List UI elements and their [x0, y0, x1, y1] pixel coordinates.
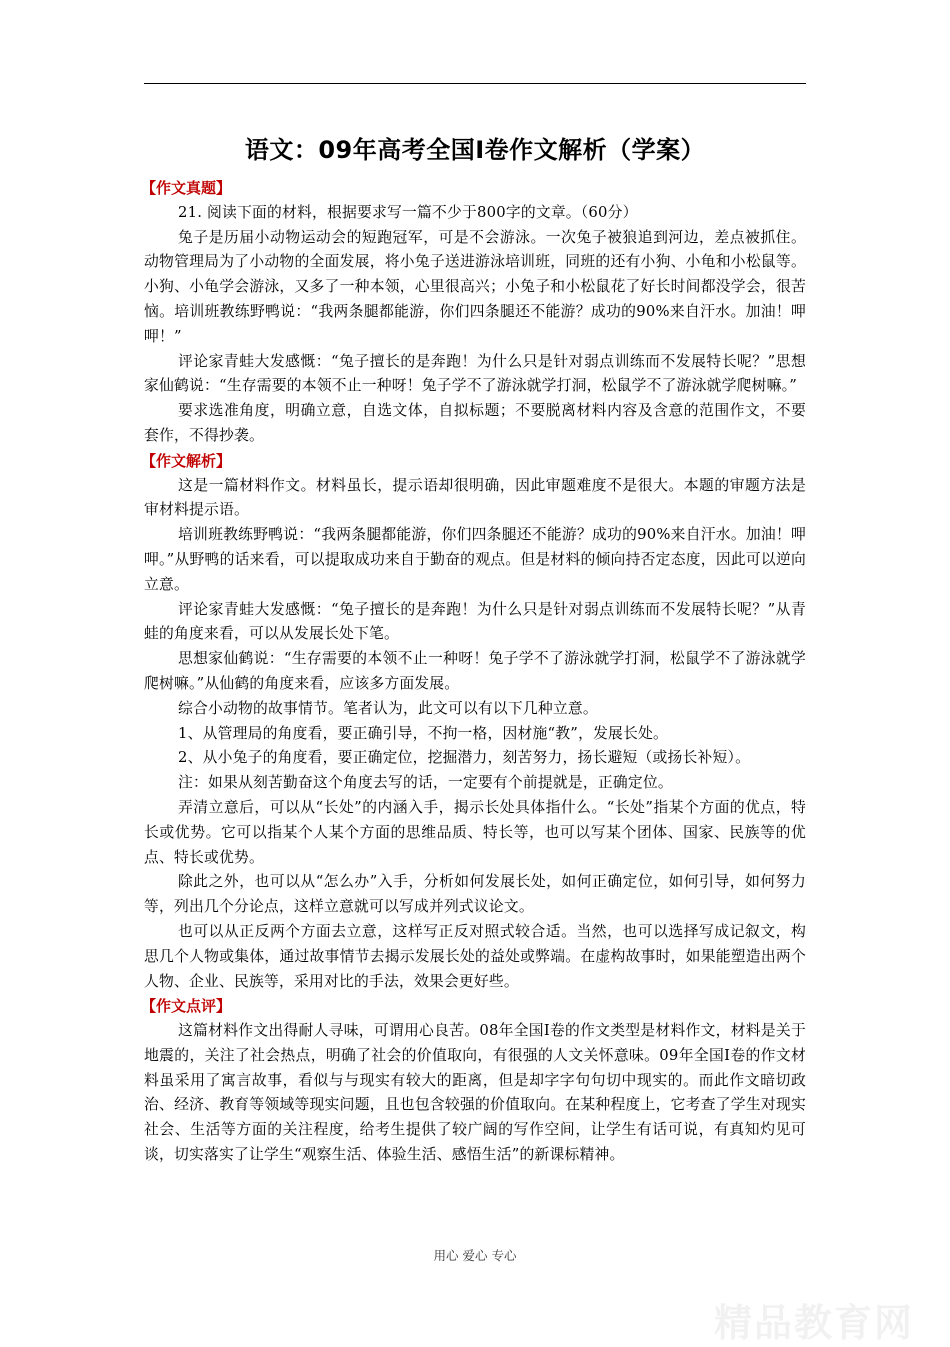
- header-rule: [144, 83, 806, 84]
- section-jiexi: [141, 449, 806, 995]
- list-item: 2、从小兔子的角度看，要正确定位，挖掘潜力，刻苦努力，扬长避短（或扬长补短）。: [178, 749, 751, 767]
- paragraph: 21. 阅读下面的材料，根据要求写一篇不少于800字的文章。（60分）: [178, 203, 638, 221]
- page-title: 语文：09年高考全国Ⅰ卷作文解析（学案）: [244, 136, 706, 164]
- paragraph: 也可以从正反两个方面去立意，这样写正反对照式较合适。当然，也可以选择写成记叙文，构思几个人物或集体，通过故事情节去揭示发展长处的益处或弊端。在虚构故事时，如果能塑造出两个人物、企业、民族等，采用对比的手法，效果会更好些。: [144, 922, 806, 990]
- paragraph: 要求选准角度，明确立意，自选文体，自拟标题；不要脱离材料内容及含意的范围作文，不要套作，不得抄袭。: [144, 402, 806, 444]
- page-footer: 用心 爱心 专心: [433, 1248, 517, 1263]
- document-body: [141, 130, 806, 1168]
- paragraph: 综合小动物的故事情节。笔者认为，此文可以有以下几种立意。: [178, 699, 598, 717]
- paragraph: 这篇材料作文出得耐人寻味，可谓用心良苦。08年全国Ⅰ卷的作文类型是材料作文，材料是关于地震的，关注了社会热点，明确了社会的价值取向，有很强的人文关怀意味。09年全国Ⅰ卷的作文材料虽采用了寓言故事，看似与与现实有较大的距离，但是却字字句句切中现实的。而此作文暗切政治、经济、教育等领域等现实问题，且也包含较强的价值取向。在某种程度上，它考查了学生对现实社会、生活等方面的关注程度，给考生提供了较广阔的写作空间，让学生有话可说，有真知灼见可谈，切实落实了让学生“观察生活、体验生活、感悟生活”的新课标精神。: [144, 1022, 806, 1164]
- list-item: 1、从管理局的角度看，要正确引导，不拘一格，因材施“教”，发展长处。: [178, 724, 669, 742]
- paragraph: 除此之外，也可以从“怎么办”入手，分析如何发展长处，如何正确定位，如何引导，如何努力等，列出几个分论点，这样立意就可以写成并列式议论文。: [144, 873, 806, 916]
- section-heading-jiexi: 【作文解析】: [141, 451, 232, 470]
- paragraph: 评论家青蛙大发感慨：“兔子擅长的是奔跑！为什么只是针对弱点训练而不发展特长呢？”从青蛙的角度来看，可以从发展长处下笔。: [144, 600, 806, 643]
- note-paragraph: 注：如果从刻苦勤奋这个角度去写的话，一定要有个前提就是，正确定位。: [178, 774, 673, 792]
- paragraph: 兔子是历届小动物运动会的短跑冠军，可是不会游泳。一次兔子被狼追到河边，差点被抓住。动物管理局为了小动物的全面发展，将小兔子送进游泳培训班，同班的还有小狗、小龟和小松鼠等。小狗、小龟学会游泳，又多了一种本领，心里很高兴；小兔子和小松鼠花了好长时间都没学会，很苦恼。培训班教练野鸭说：“我两条腿都能游，你们四条腿还不能游？成功的90%来自汗水。加油！呷呷！”: [144, 228, 806, 345]
- section-dianping: [141, 994, 806, 1168]
- paragraph: 弄清立意后，可以从“长处”的内涵入手，揭示长处具体指什么。“长处”指某个方面的优点，特长或优势。它可以指某个人某个方面的思维品质、特长等，也可以写某个团体、国家、民族等的优点、特长或优势。: [144, 798, 806, 866]
- section-heading-zhenti: 【作文真题】: [141, 179, 232, 197]
- section-heading-dianping: 【作文点评】: [141, 997, 232, 1016]
- paragraph: 培训班教练野鸭说：“我两条腿都能游，你们四条腿还不能游？成功的90%来自汗水。加油！呷呷。”从野鸭的话来看，可以提取成功来自于勤奋的观点。但是材料的倾向持否定态度，因此可以逆向立意。: [144, 526, 806, 593]
- paragraph: 评论家青蛙大发感慨：“兔子擅长的是奔跑！为什么只是针对弱点训练而不发展特长呢？”思想家仙鹤说：“生存需要的本领不止一种呀！兔子学不了游泳就学打洞，松鼠学不了游泳就学爬树嘛。”: [144, 352, 806, 395]
- section-zhenti: [141, 176, 806, 449]
- paragraph: 这是一篇材料作文。材料虽长，提示语却很明确，因此审题难度不是很大。本题的审题方法是审材料提示语。: [144, 476, 806, 519]
- watermark-logo: 精品教育网: [713, 1301, 914, 1345]
- paragraph: 思想家仙鹤说：“生存需要的本领不止一种呀！兔子学不了游泳就学打洞，松鼠学不了游泳就学爬树嘛。”从仙鹤的角度来看，应该多方面发展。: [144, 650, 806, 692]
